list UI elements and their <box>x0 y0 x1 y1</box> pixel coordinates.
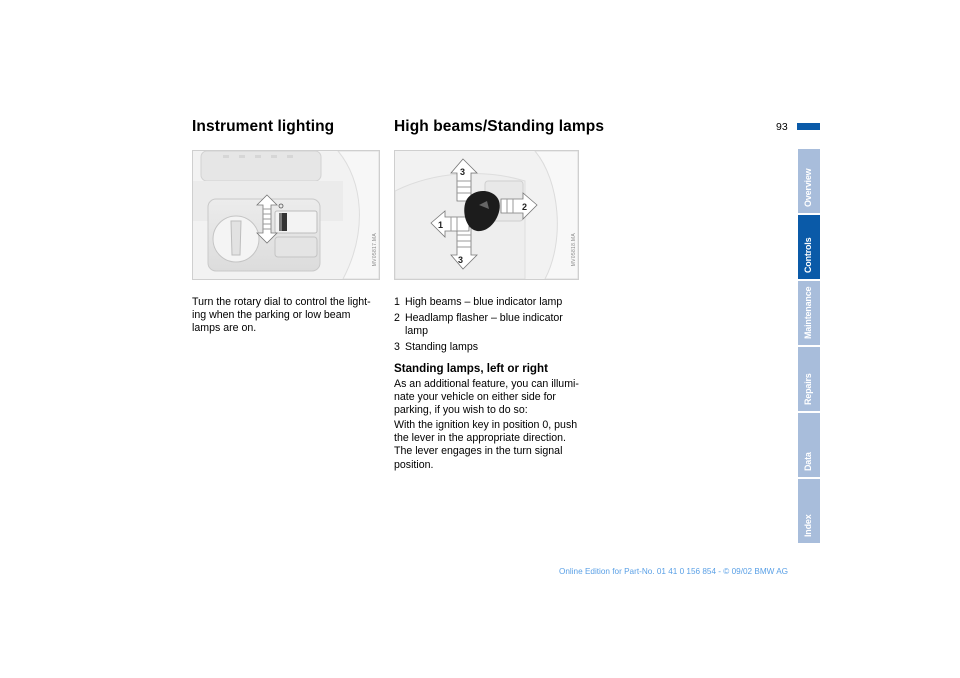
tab-overview[interactable] <box>798 149 820 213</box>
list-number: 2 <box>394 312 400 324</box>
arrow-label-3-up: 3 <box>460 167 466 177</box>
list-text: High beams – blue indicator lamp <box>405 296 563 308</box>
arrow-label-2: 2 <box>522 202 528 212</box>
text-line: nate your vehicle on either side for <box>394 391 556 404</box>
figure-code: MV05817.MA <box>372 233 378 267</box>
instrument-lighting-text <box>192 296 384 336</box>
footer-copyright: Online Edition for Part-No. 01 41 0 156 854 - © 09/02 BMW AG <box>559 567 789 576</box>
standing-lamps-text-2 <box>394 419 586 472</box>
tab-label: Data <box>803 452 813 471</box>
list-item <box>394 341 584 354</box>
subheading-standing-lamps: Standing lamps, left or right <box>394 362 548 375</box>
light-switch-illustration <box>193 151 379 279</box>
text-line: the lever in the appropriate direction. <box>394 432 566 445</box>
text-line: ing when the parking or low beam <box>192 309 351 322</box>
text-line: Turn the rotary dial to control the light- <box>192 296 371 308</box>
list-number: 3 <box>394 341 400 353</box>
tab-label: Repairs <box>803 373 813 405</box>
tab-label: Controls <box>803 237 813 273</box>
page-number: 93 <box>776 121 788 133</box>
chapter-tabs <box>798 149 820 545</box>
tab-label: Overview <box>803 168 813 207</box>
tab-label: Index <box>803 514 813 537</box>
text-line: As an additional feature, you can illumi- <box>394 378 579 390</box>
tab-controls[interactable] <box>798 215 820 279</box>
list-text: Headlamp flasher – blue indicator lamp <box>405 312 563 337</box>
figure-code: MV05818.MA <box>571 233 577 267</box>
arrow-label-3-down: 3 <box>458 255 464 265</box>
text-line: parking, if you wish to do so: <box>394 404 528 417</box>
arrow-label-1: 1 <box>438 220 444 230</box>
tab-label: Maintenance <box>803 286 813 339</box>
list-number: 1 <box>394 296 400 308</box>
instrument-lighting-figure <box>192 150 380 280</box>
text-line: position. <box>394 458 434 471</box>
high-beams-legend-list <box>394 296 584 357</box>
standing-lamps-text-1 <box>394 378 586 418</box>
list-text: Standing lamps <box>405 341 479 353</box>
turn-signal-lever-illustration <box>395 151 578 279</box>
tab-data[interactable] <box>798 413 820 477</box>
page-marker-bar <box>797 123 820 130</box>
tab-repairs[interactable] <box>798 347 820 411</box>
text-line: The lever engages in the turn signal <box>394 445 563 458</box>
high-beams-figure <box>394 150 579 280</box>
text-line: With the ignition key in position 0, push <box>394 419 578 431</box>
text-line: lamps are on. <box>192 322 257 335</box>
tab-index[interactable] <box>798 479 820 543</box>
tab-maintenance[interactable] <box>798 281 820 345</box>
section-title-instrument-lighting: Instrument lighting <box>192 118 335 135</box>
section-title-high-beams: High beams/Standing lamps <box>394 118 605 135</box>
list-item <box>394 296 584 309</box>
list-item <box>394 312 584 338</box>
